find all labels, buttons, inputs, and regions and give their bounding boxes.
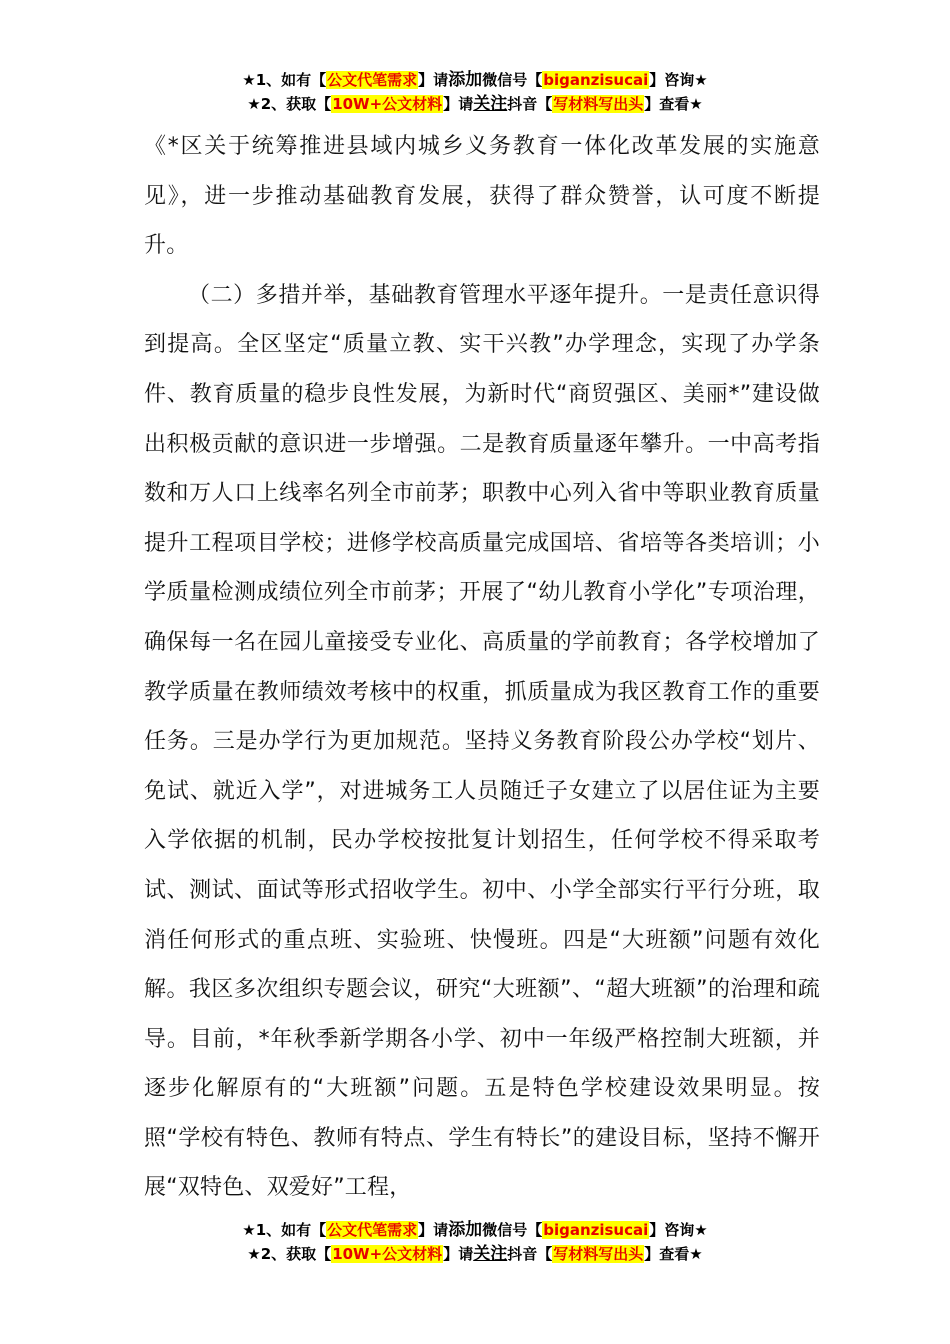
banner-line-1-mid-2: 微信号【 [482,71,543,89]
footer-line-2-suffix: 】查看★ [644,1245,703,1263]
footer-banner-line-2 [0,1242,950,1266]
banner-line-1-highlight-service: 公文代笔需求 [327,71,418,89]
banner-line-1-mid: 】请 [418,71,449,89]
footer-banner [0,1218,950,1266]
footer-line-2-mid: 】请 [443,1245,474,1263]
footer-line-2-highlight-douyin: 写材料写出头 [553,1245,644,1263]
document-body [144,122,820,1213]
banner-line-2-highlight-douyin: 写材料写出头 [553,95,644,113]
banner-line-1-suffix: 】咨询★ [649,71,708,89]
footer-line-1-suffix: 】咨询★ [649,1221,708,1239]
banner-line-1-highlight-wechat: biganzisucai [543,71,649,89]
body-paragraph-2: （二）多措并举，基础教育管理水平逐年提升。一是责任意识得到提高。全区坚定“质量立教、实干兴教”办学理念，实现了办学条件、教育质量的稳步良性发展，为新时代“商贸强区、美丽*”建设做出积极贡献的意识进一步增强。二是教育质量逐年攀升。一中高考指数和万人口上线率名列全市前茅；职教中心列入省中等职业教育质量提升工程项目学校；进修学校高质量完成国培、省培等各类培训；小学质量检测成绩位列全市前茅；开展了“幼儿教育小学化”专项治理，确保每一名在园儿童接受专业化、高质量的学前教育；各学校增加了教学质量在教师绩效考核中的权重，抓质量成为我区教育工作的重要任务。三是办学行为更加规范。坚持义务教育阶段公办学校“划片、免试、就近入学”，对进城务工人员随迁子女建立了以居住证为主要入学依据的机制，民办学校按批复计划招生，任何学校不得采取考试、测试、面试等形式招收学生。初中、小学全部实行平行分班，取消任何形式的重点班、实验班、快慢班。四是“大班额”问题有效化解。我区多次组织专题会议，研究“大班额”、“超大班额”的治理和疏导。目前，*年秋季新学期各小学、初中一年级严格控制大班额，并逐步化解原有的“大班额”问题。五是特色学校建设效果明显。按照“学校有特色、教师有特点、学生有特长”的建设目标，坚持不懈开展“双特色、双爱好”工程， [144,282,820,1201]
banner-line-2-mid: 】请 [443,95,474,113]
banner-line-2-highlight-materials: 10W+公文材料 [332,95,443,113]
footer-line-1-highlight-wechat: biganzisucai [543,1221,649,1239]
footer-banner-line-1 [0,1218,950,1242]
footer-line-2-prefix: ★2、获取【 [247,1245,332,1263]
footer-line-1-emphasis: 添加 [448,1220,483,1240]
footer-line-1-highlight-service: 公文代笔需求 [327,1221,418,1239]
footer-line-1-prefix: ★1、如有【 [242,1221,327,1239]
banner-line-2 [0,92,950,116]
banner-line-2-mid-2: 抖音【 [507,95,553,113]
banner-line-2-emphasis: 关注 [473,94,508,114]
banner-line-1-emphasis: 添加 [448,70,483,90]
footer-line-2-mid-2: 抖音【 [507,1245,553,1263]
banner-line-2-suffix: 】查看★ [644,95,703,113]
banner-line-1 [0,68,950,92]
banner-line-2-prefix: ★2、获取【 [247,95,332,113]
body-paragraph-1: 《*区关于统筹推进县域内城乡义务教育一体化改革发展的实施意见》，进一步推动基础教育发展，获得了群众赞誉，认可度不断提升。 [144,134,820,259]
footer-line-1-mid: 】请 [418,1221,449,1239]
footer-line-2-highlight-materials: 10W+公文材料 [332,1245,443,1263]
header-banner [0,68,950,116]
footer-line-1-mid-2: 微信号【 [482,1221,543,1239]
banner-line-1-prefix: ★1、如有【 [242,71,327,89]
footer-line-2-emphasis: 关注 [473,1244,508,1264]
